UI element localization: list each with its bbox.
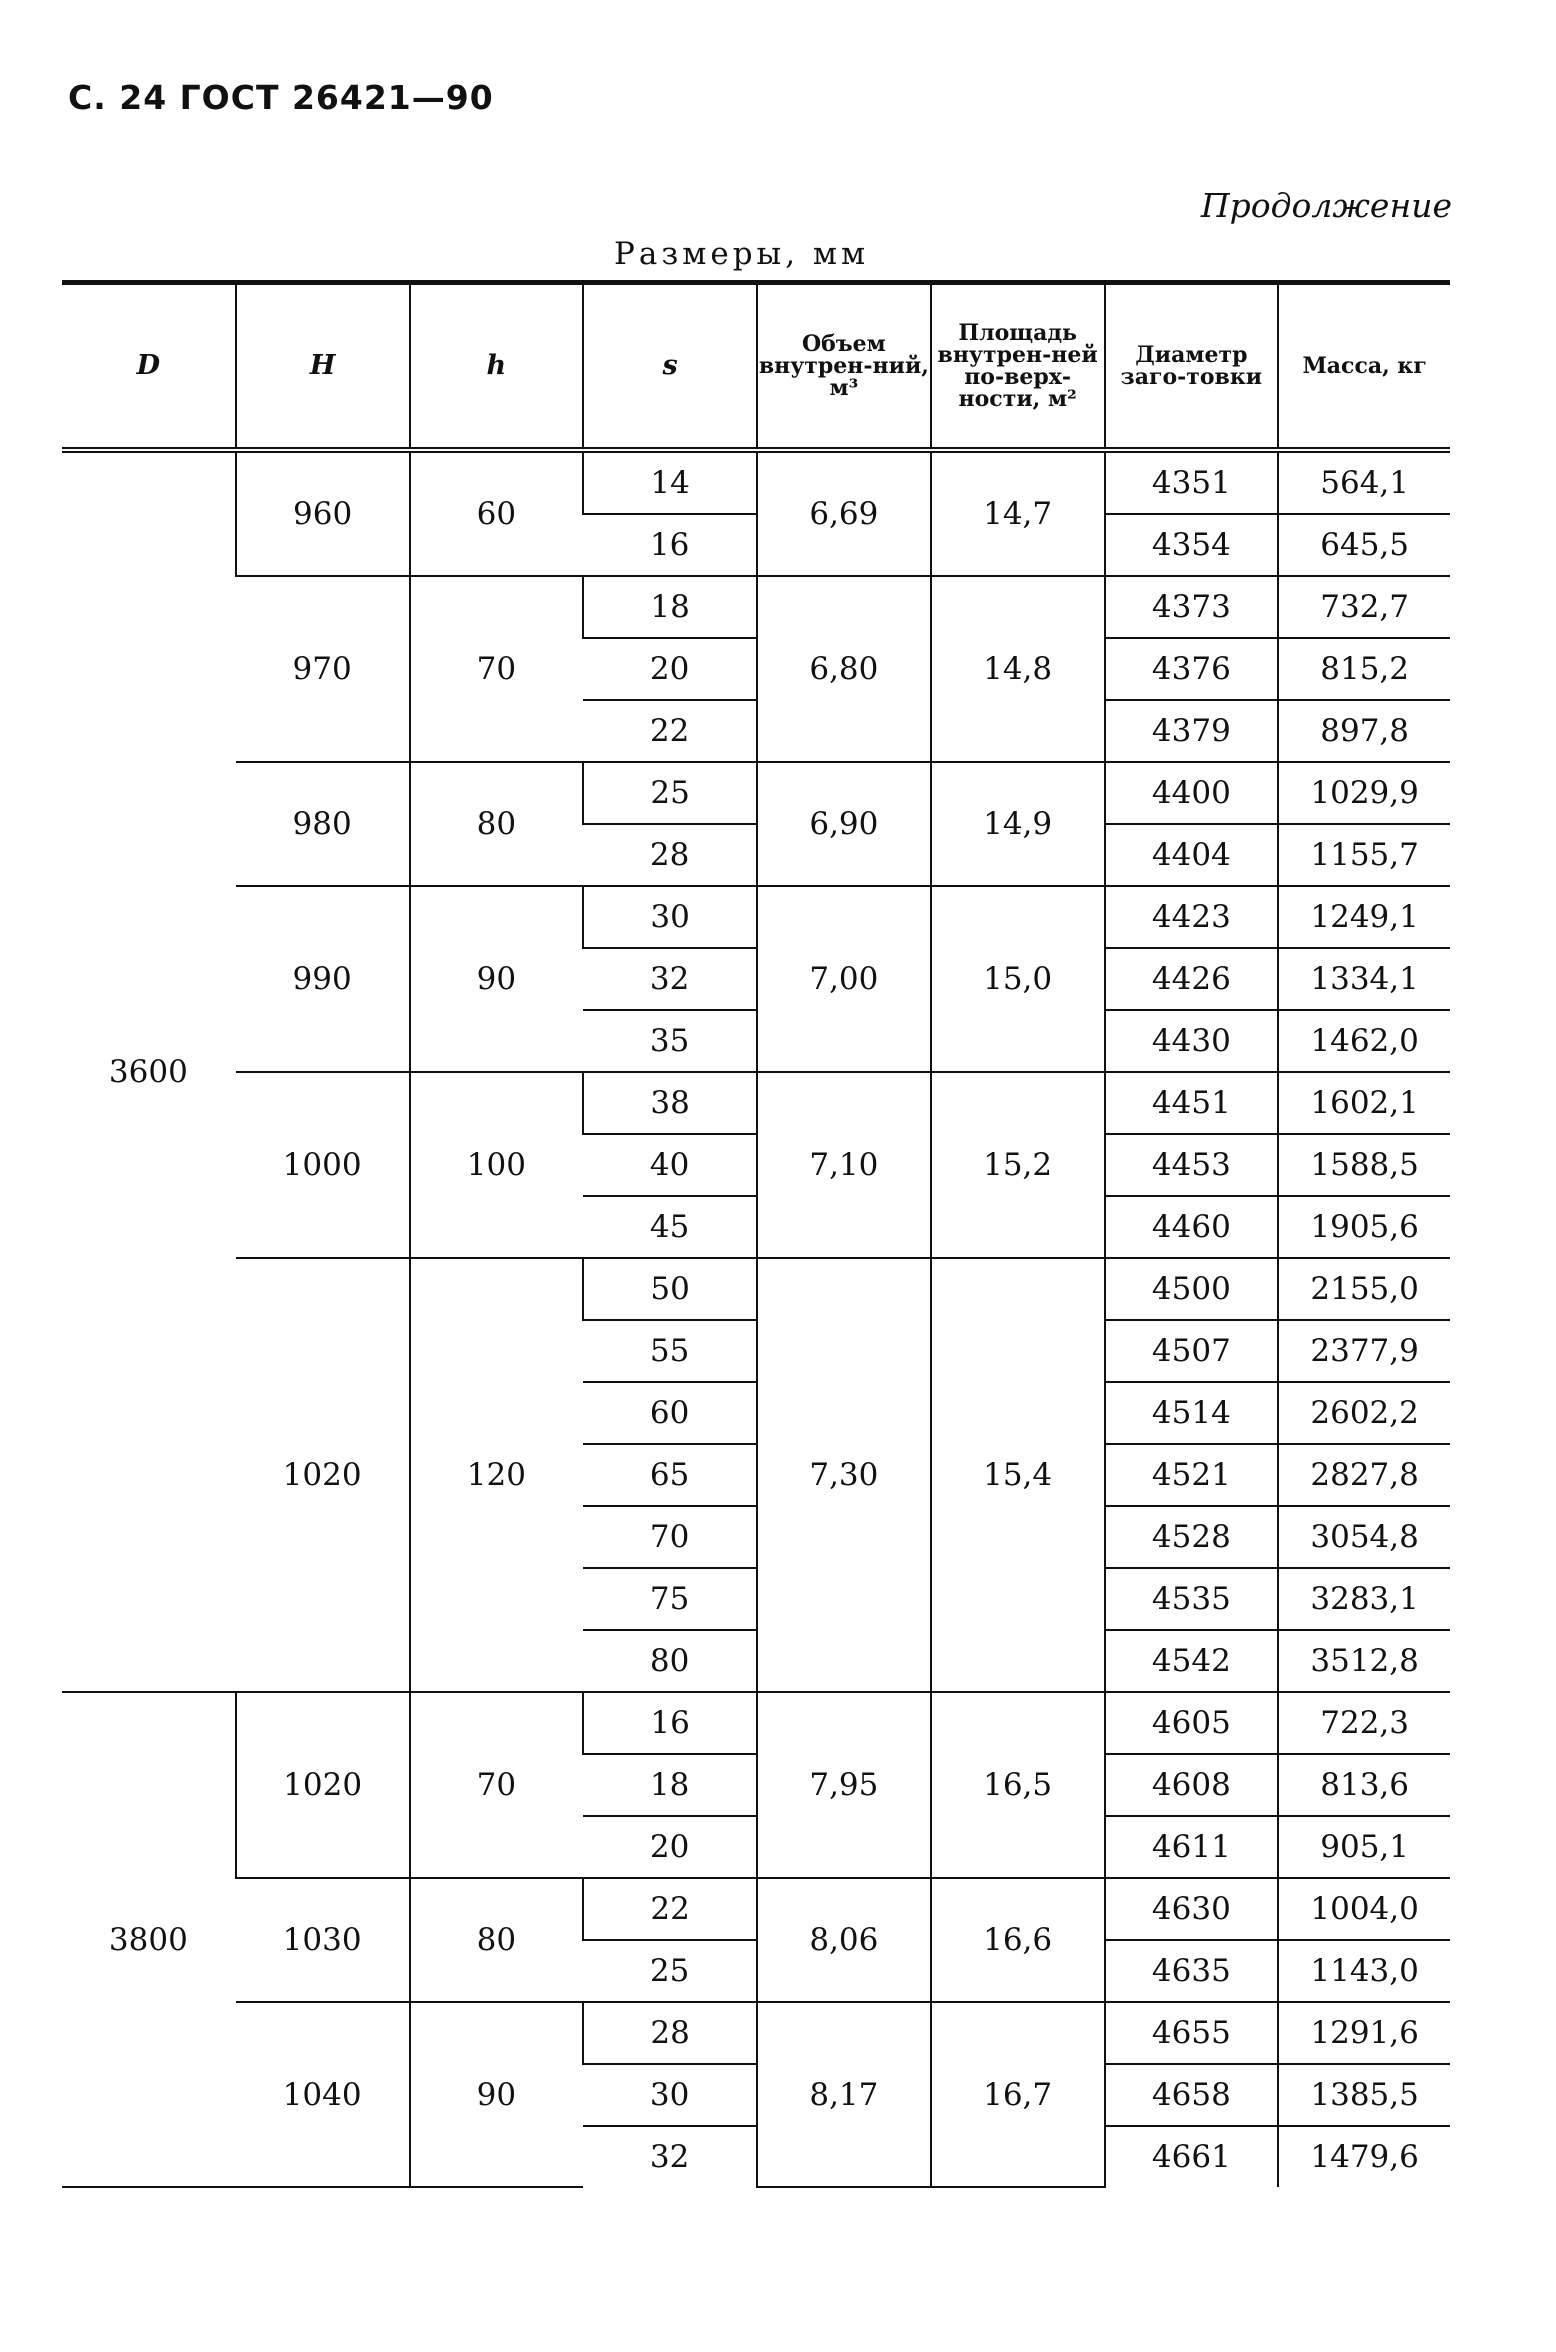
cell-s: 22 bbox=[583, 1878, 757, 1940]
cell-blank-diameter: 4611 bbox=[1105, 1816, 1279, 1878]
cell-area: 14,7 bbox=[931, 450, 1105, 576]
cell-h: 60 bbox=[410, 450, 584, 576]
cell-mass: 813,6 bbox=[1278, 1754, 1450, 1816]
cell-h: 100 bbox=[410, 1072, 584, 1258]
cell-mass: 1249,1 bbox=[1278, 886, 1450, 948]
cell-blank-diameter: 4453 bbox=[1105, 1134, 1279, 1196]
cell-s: 50 bbox=[583, 1258, 757, 1320]
cell-mass: 1334,1 bbox=[1278, 948, 1450, 1010]
cell-H: 1020 bbox=[236, 1258, 410, 1692]
cell-H: 990 bbox=[236, 886, 410, 1072]
cell-mass: 1291,6 bbox=[1278, 2002, 1450, 2064]
cell-blank-diameter: 4661 bbox=[1105, 2126, 1279, 2187]
cell-mass: 564,1 bbox=[1278, 450, 1450, 514]
cell-s: 22 bbox=[583, 700, 757, 762]
cell-mass: 1588,5 bbox=[1278, 1134, 1450, 1196]
table-row bbox=[62, 450, 1450, 514]
cell-blank-diameter: 4605 bbox=[1105, 1692, 1279, 1754]
cell-s: 16 bbox=[583, 1692, 757, 1754]
cell-s: 14 bbox=[583, 450, 757, 514]
cell-s: 70 bbox=[583, 1506, 757, 1568]
cell-s: 28 bbox=[583, 2002, 757, 2064]
cell-s: 32 bbox=[649, 2139, 690, 2175]
cell-h: 80 bbox=[410, 1878, 584, 2002]
cell-s: 32 bbox=[583, 948, 757, 1010]
cell-mass: 897,8 bbox=[1278, 700, 1450, 762]
cell-s: 80 bbox=[583, 1630, 757, 1692]
cell-s: 20 bbox=[583, 1816, 757, 1878]
cell-h: 80 bbox=[410, 762, 584, 886]
cell-mass: 3512,8 bbox=[1278, 1630, 1450, 1692]
col-header-mass: Масса, кг bbox=[1278, 283, 1450, 451]
cell-mass: 3054,8 bbox=[1278, 1506, 1450, 1568]
cell-mass: 1905,6 bbox=[1278, 1196, 1450, 1258]
cell-H: 1020 bbox=[236, 1692, 410, 1878]
dimensions-table bbox=[62, 280, 1450, 2188]
cell-volume: 7,30 bbox=[757, 1258, 931, 1692]
cell-volume: 6,69 bbox=[757, 450, 931, 576]
cell-mass: 1479,6 bbox=[1278, 2126, 1450, 2187]
table-header-row bbox=[62, 283, 1450, 451]
cell-volume: 7,95 bbox=[757, 1692, 931, 1878]
table-row bbox=[62, 1692, 1450, 1754]
cell-h: 90 bbox=[410, 2002, 584, 2187]
cell-mass: 1004,0 bbox=[1278, 1878, 1450, 1940]
cell-blank-diameter: 4514 bbox=[1105, 1382, 1279, 1444]
page-header: С. 24 ГОСТ 26421—90 bbox=[68, 78, 494, 117]
cell-blank-diameter: 4430 bbox=[1105, 1010, 1279, 1072]
cell-mass: 2602,2 bbox=[1278, 1382, 1450, 1444]
cell-mass: 722,3 bbox=[1278, 1692, 1450, 1754]
cell-mass: 1462,0 bbox=[1278, 1010, 1450, 1072]
cell-s: 45 bbox=[583, 1196, 757, 1258]
cell-s: 25 bbox=[583, 1940, 757, 2002]
cell-s: 16 bbox=[583, 514, 757, 576]
cell-s: 55 bbox=[583, 1320, 757, 1382]
cell-blank-diameter: 4658 bbox=[1105, 2064, 1279, 2126]
table-row bbox=[62, 1258, 1450, 1320]
cell-mass: 2377,9 bbox=[1278, 1320, 1450, 1382]
cell-blank-diameter: 4426 bbox=[1105, 948, 1279, 1010]
cell-mass: 905,1 bbox=[1278, 1816, 1450, 1878]
cell-blank-diameter: 4521 bbox=[1105, 1444, 1279, 1506]
cell-volume: 6,90 bbox=[757, 762, 931, 886]
cell-blank-diameter: 4630 bbox=[1105, 1878, 1279, 1940]
cell-volume: 8,06 bbox=[757, 1878, 931, 2002]
cell-blank-diameter: 4535 bbox=[1105, 1568, 1279, 1630]
cell-H: 1040 bbox=[236, 2002, 410, 2187]
cell-blank-diameter: 4507 bbox=[1105, 1320, 1279, 1382]
cell-area: 14,8 bbox=[931, 576, 1105, 762]
cell-mass: 815,2 bbox=[1278, 638, 1450, 700]
cell-blank-diameter: 4354 bbox=[1105, 514, 1279, 576]
cell-s: 75 bbox=[583, 1568, 757, 1630]
cell-H: 980 bbox=[236, 762, 410, 886]
cell-s: 18 bbox=[583, 1754, 757, 1816]
continuation-label: Продолжение bbox=[1200, 186, 1452, 225]
cell-area: 15,4 bbox=[931, 1258, 1105, 1692]
cell-s: 20 bbox=[583, 638, 757, 700]
table-body bbox=[62, 450, 1450, 2187]
table-row bbox=[62, 1878, 1450, 1940]
cell-mass: 1602,1 bbox=[1278, 1072, 1450, 1134]
cell-s: 60 bbox=[583, 1382, 757, 1444]
cell-mass: 3283,1 bbox=[1278, 1568, 1450, 1630]
cell-D: 3800 bbox=[62, 1692, 236, 2187]
table-row bbox=[62, 2002, 1450, 2064]
col-header-volume: Объем внутрен-ний, м³ bbox=[757, 283, 931, 451]
cell-s: 30 bbox=[583, 886, 757, 948]
cell-h: 120 bbox=[410, 1258, 584, 1692]
cell-blank-diameter: 4351 bbox=[1105, 450, 1279, 514]
cell-s: 65 bbox=[583, 1444, 757, 1506]
col-header-D: D bbox=[62, 283, 236, 451]
cell-h: 70 bbox=[410, 576, 584, 762]
cell-blank-diameter: 4400 bbox=[1105, 762, 1279, 824]
cell-H: 1030 bbox=[236, 1878, 410, 2002]
cell-blank-diameter: 4655 bbox=[1105, 2002, 1279, 2064]
col-header-s: s bbox=[583, 283, 757, 451]
units-caption: Размеры, мм bbox=[614, 236, 870, 272]
cell-blank-diameter: 4423 bbox=[1105, 886, 1279, 948]
table-row bbox=[62, 762, 1450, 824]
cell-h: 90 bbox=[410, 886, 584, 1072]
table-row bbox=[62, 1072, 1450, 1134]
cell-blank-diameter: 4608 bbox=[1105, 1754, 1279, 1816]
cell-volume: 6,80 bbox=[757, 576, 931, 762]
cell-area: 14,9 bbox=[931, 762, 1105, 886]
cell-H: 1000 bbox=[236, 1072, 410, 1258]
cell-mass: 2155,0 bbox=[1278, 1258, 1450, 1320]
table-row bbox=[62, 886, 1450, 948]
cell-blank-diameter: 4500 bbox=[1105, 1258, 1279, 1320]
cell-s: 28 bbox=[583, 824, 757, 886]
cell-area: 16,5 bbox=[931, 1692, 1105, 1878]
cell-blank-diameter: 4542 bbox=[1105, 1630, 1279, 1692]
col-header-H: H bbox=[236, 283, 410, 451]
cell-s: 18 bbox=[583, 576, 757, 638]
cell-blank-diameter: 4376 bbox=[1105, 638, 1279, 700]
cell-s: 35 bbox=[583, 1010, 757, 1072]
cell-blank-diameter: 4460 bbox=[1105, 1196, 1279, 1258]
cell-s: 38 bbox=[583, 1072, 757, 1134]
cell-blank-diameter: 4404 bbox=[1105, 824, 1279, 886]
cell-volume: 8,17 bbox=[757, 2002, 931, 2187]
col-header-h: h bbox=[410, 283, 584, 451]
cell-s: 40 bbox=[583, 1134, 757, 1196]
cell-s: 30 bbox=[583, 2064, 757, 2126]
cell-mass: 2827,8 bbox=[1278, 1444, 1450, 1506]
cell-blank-diameter: 4379 bbox=[1105, 700, 1279, 762]
cell-mass: 645,5 bbox=[1278, 514, 1450, 576]
cell-volume: 7,00 bbox=[757, 886, 931, 1072]
cell-mass: 1155,7 bbox=[1278, 824, 1450, 886]
col-header-area: Площадь внутрен-ней по-верх-ности, м² bbox=[931, 283, 1105, 451]
cell-area: 16,6 bbox=[931, 1878, 1105, 2002]
cell-area: 16,7 bbox=[931, 2002, 1105, 2187]
cell-D: 3600 bbox=[62, 450, 236, 1692]
cell-area: 15,2 bbox=[931, 1072, 1105, 1258]
col-header-blank-diameter: Диаметр заго-товки bbox=[1105, 283, 1279, 451]
cell-H: 960 bbox=[236, 450, 410, 576]
cell-volume: 7,10 bbox=[757, 1072, 931, 1258]
cell-mass: 732,7 bbox=[1278, 576, 1450, 638]
cell-blank-diameter: 4373 bbox=[1105, 576, 1279, 638]
cell-h: 70 bbox=[410, 1692, 584, 1878]
cell-blank-diameter: 4635 bbox=[1105, 1940, 1279, 2002]
cell-mass: 1385,5 bbox=[1278, 2064, 1450, 2126]
table-row bbox=[62, 576, 1450, 638]
cell-mass: 1029,9 bbox=[1278, 762, 1450, 824]
cell-area: 15,0 bbox=[931, 886, 1105, 1072]
cell-H: 970 bbox=[236, 576, 410, 762]
cell-mass: 1143,0 bbox=[1278, 1940, 1450, 2002]
cell-blank-diameter: 4528 bbox=[1105, 1506, 1279, 1568]
cell-blank-diameter: 4451 bbox=[1105, 1072, 1279, 1134]
cell-s: 25 bbox=[583, 762, 757, 824]
